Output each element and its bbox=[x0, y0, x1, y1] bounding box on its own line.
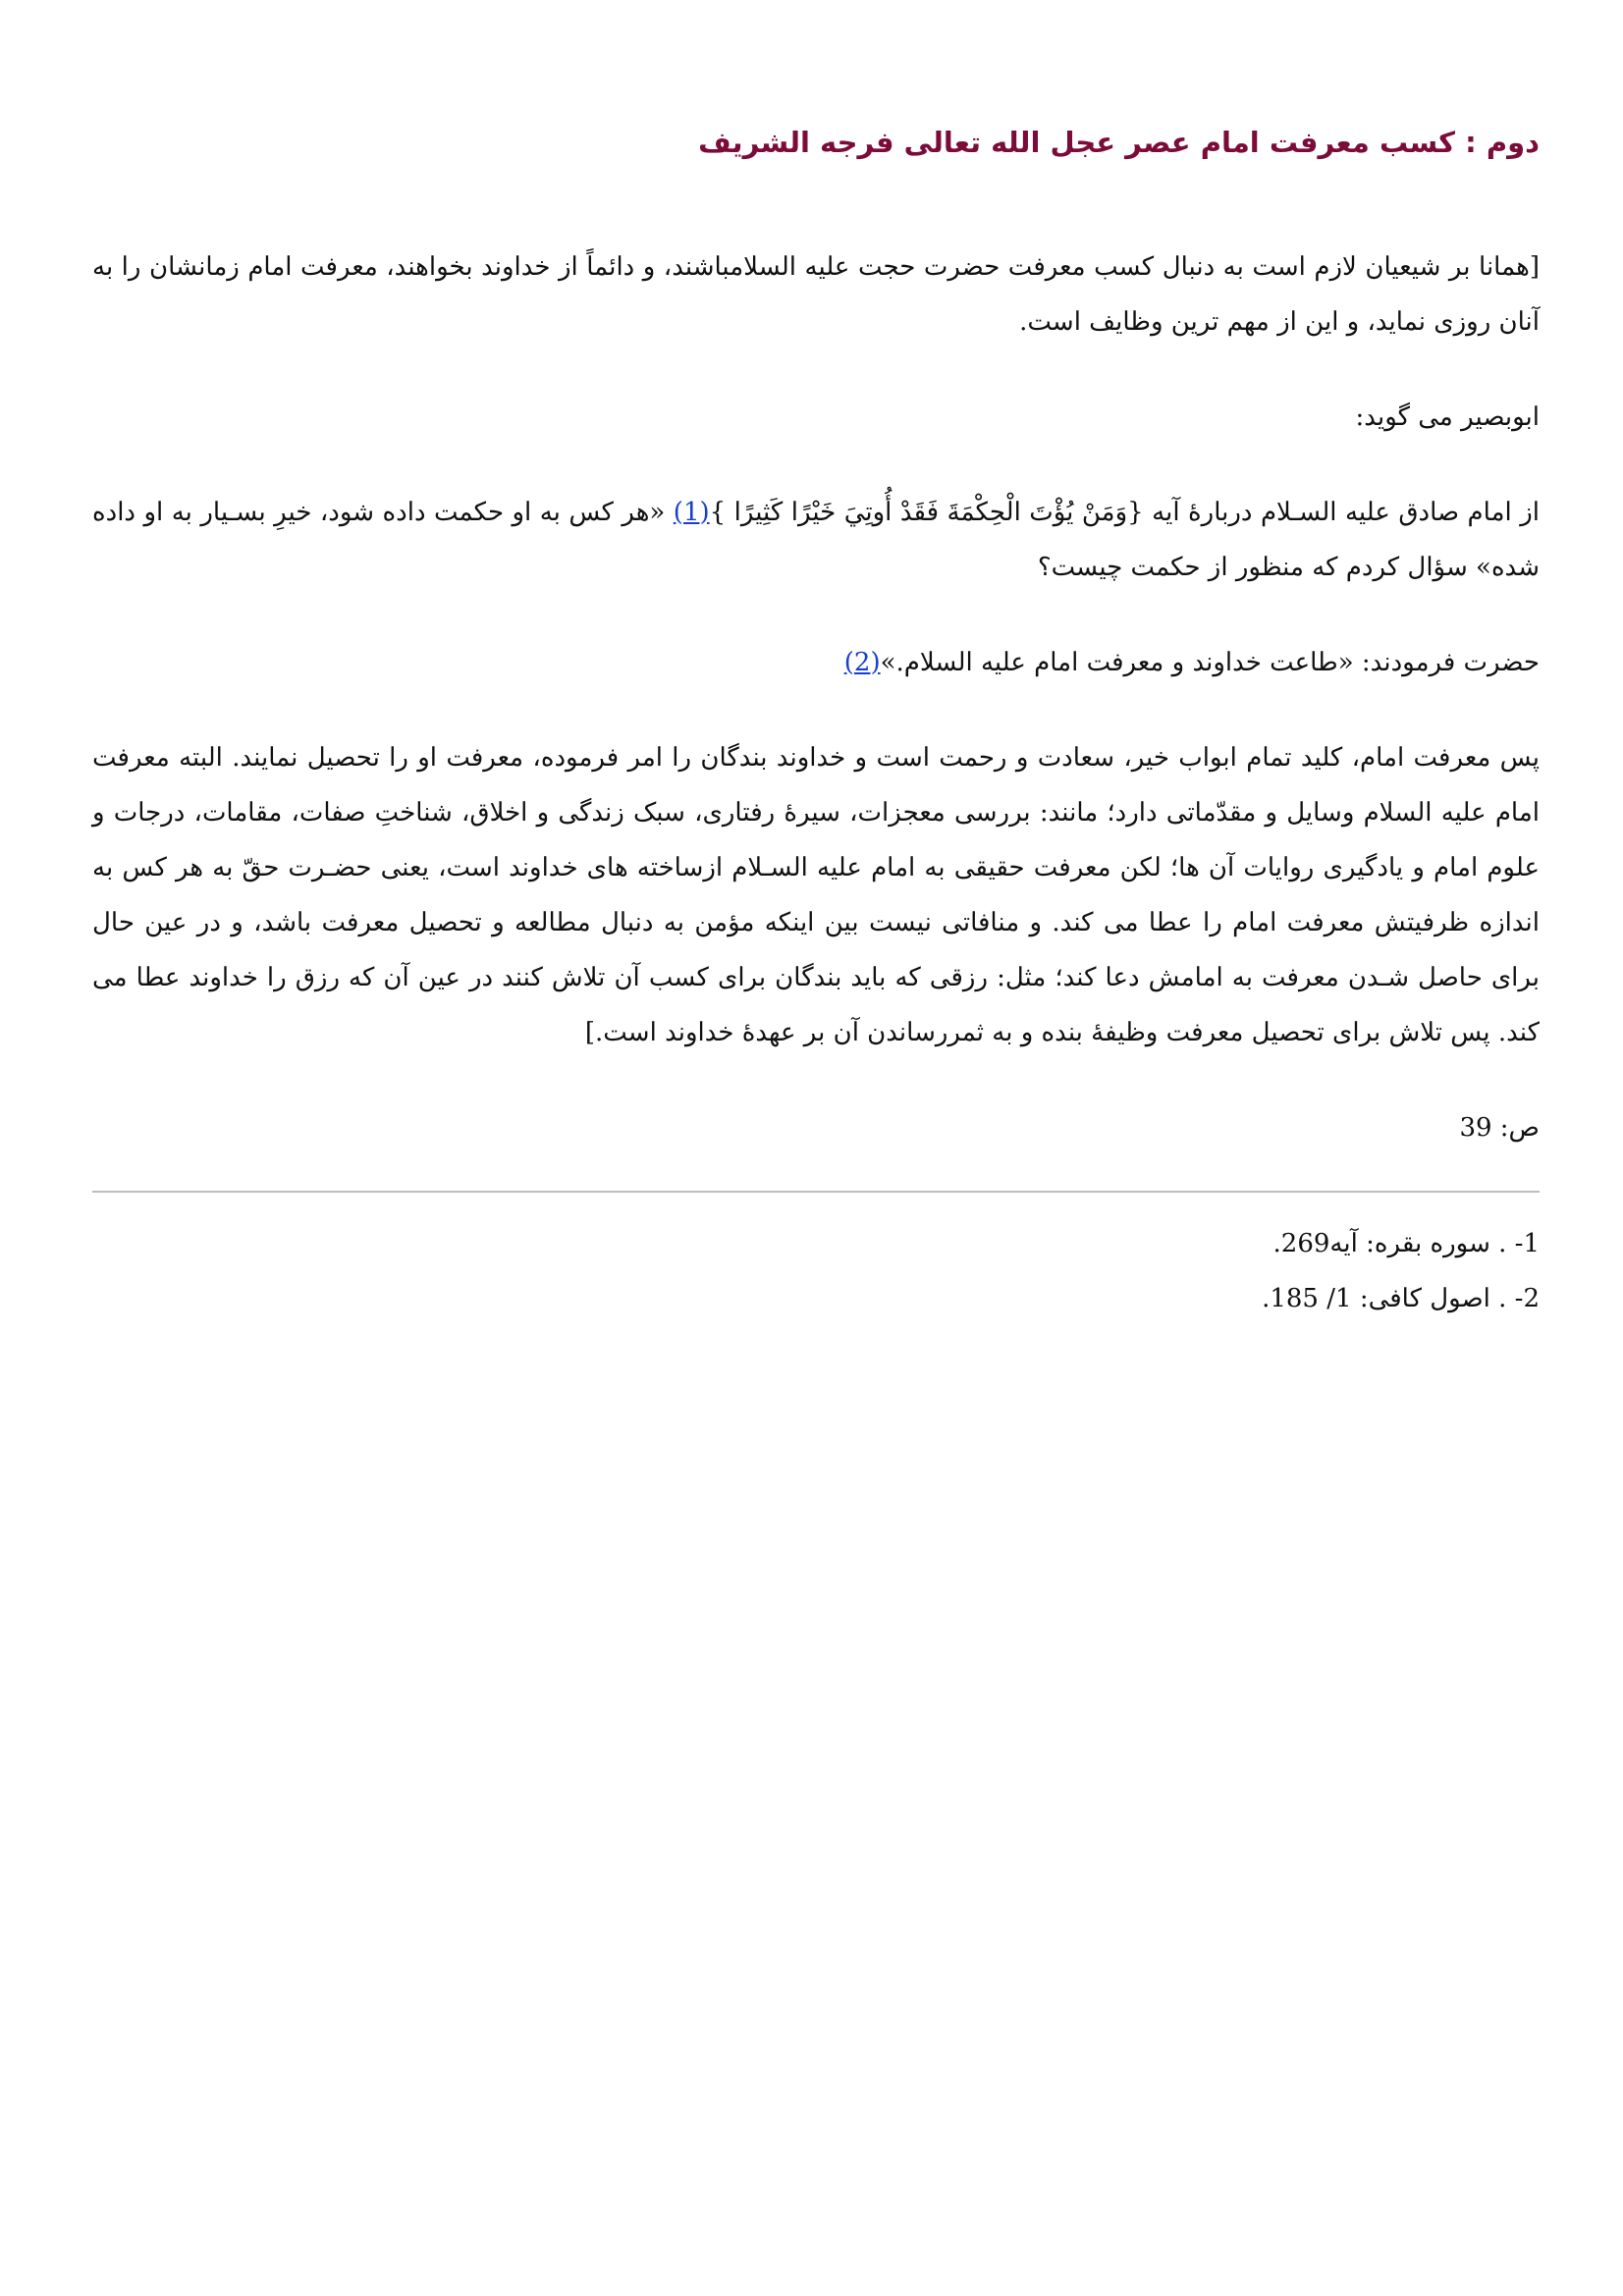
footnote-link-2[interactable]: (2) bbox=[843, 648, 881, 677]
footnotes bbox=[92, 1216, 1540, 1326]
page-number: ص: 39 bbox=[1459, 1113, 1540, 1143]
footnote-2: 2- . اصول کافی: 1/ 185. bbox=[1262, 1284, 1540, 1313]
intro-paragraph: [همانا بر شیعیان لازم است به دنبال کسب معرفت حضرت حجت علیه السلامباشند، و دائماً از خداوند بخواهند، معرفت امام زمانشان را به آنان روزی نماید، و این از مهم ترین وظایف است. bbox=[92, 252, 1540, 337]
footnote-1: 1- . سوره بقره: آیه269. bbox=[1272, 1229, 1540, 1258]
main-body-paragraph: پس معرفت امام، کلید تمام ابواب خیر، سعادت و رحمت است و خداوند بندگان را امر فرموده، معرفت او را تحصیل نمایند. البته معرفت امام علیه السلام وسایل و مقدّماتی دارد؛ مانند: بررسی معجزات، سیرهٔ رفتاری، سبک زندگی و اخلاق، شناختِ صفات، مقامات، درجات و علوم امام و یادگیری روایات آن ها؛ لکن معرفت حقیقی به امام علیه السـلام ازساخته های خداوند است، یعنی حضـرت حقّ به هر کس به اندازه ظرفیتش معرفت امام را عطا می کند. و منافاتی نیست بین اینکه مؤمن به دنبال مطالعه و تحصیل معرفت باشد، و در عین حال برای حاصل شـدن معرفت به امامش دعا کند؛ مثل: رزقی که باید بندگان برای کسب آن تلاش کنند در عین آن که رزق را خداوند عطا می کند. پس تلاش برای تحصیل معرفت وظیفهٔ بنده و به ثمررساندن آن بر عهدهٔ خداوند است.] bbox=[92, 743, 1540, 1047]
footnote-divider bbox=[92, 1191, 1540, 1193]
narrator-line: ابوبصیر می گوید: bbox=[1355, 402, 1540, 432]
verse-text: از امام صادق علیه السـلام دربارهٔ آیه {وَمَنْ یُؤْتَ الْحِکْمَةَ فَقَدْ أُوتِيَ خَیْرًا کَثِیرًا } bbox=[709, 498, 1540, 527]
document-page bbox=[92, 116, 1540, 1326]
quran-verse-paragraph bbox=[92, 485, 1540, 595]
verse-translation: «هر کس به او حکمت داده شود، خیرِ بسـیار به او داده شده» سؤال کردم که منظور از حکمت چیست؟ bbox=[92, 498, 1540, 582]
imam-answer-paragraph bbox=[92, 635, 1540, 690]
answer-text: حضرت فرمودند: «طاعت خداوند و معرفت امام علیه السلام.» bbox=[880, 648, 1540, 677]
footnote-link-1[interactable]: (1) bbox=[673, 498, 710, 527]
section-heading: دوم : کسب معرفت امام عصر عجل الله تعالی فرجه الشریف bbox=[698, 126, 1540, 159]
